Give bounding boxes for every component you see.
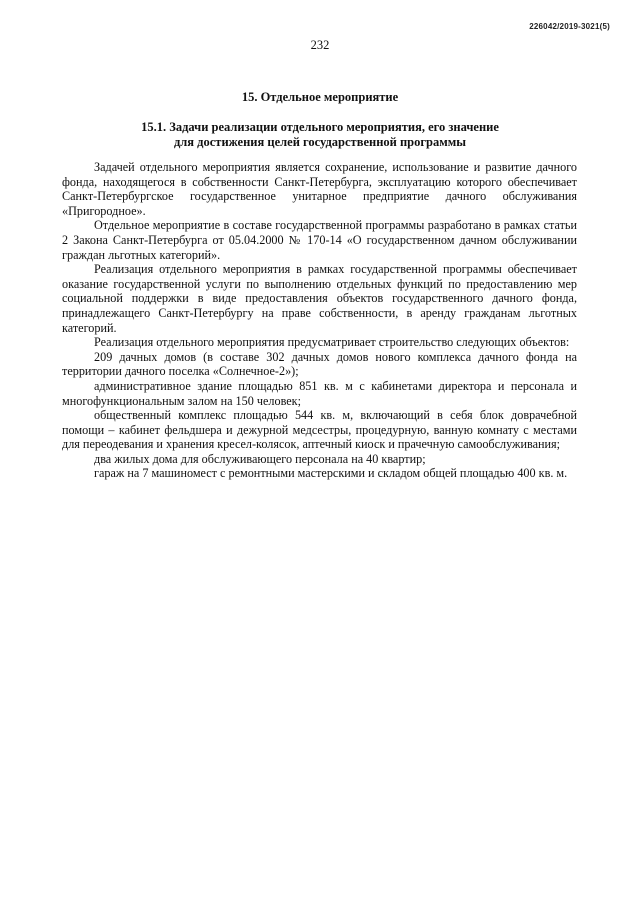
page-number: 232 <box>310 38 330 52</box>
subsection-title-line-1: 15.1. Задачи реализации отдельного мероприятия, его значение <box>141 120 499 134</box>
body-text <box>62 160 577 481</box>
subsection-title <box>110 120 530 149</box>
list-item-staff-housing: два жилых дома для обслуживающего персонала на 40 квартир; <box>94 451 426 466</box>
document-id: 226042/2019-3021(5) <box>529 22 610 31</box>
list-item-public-complex: общественный комплекс площадью 544 кв. м, включающий в себя блок доврачебной помощи – кабинет фельдшера и дежурной медсестры, процедурную, ванную комнату с местами для переодевания и хранения кресел-колясок, аптечный киоск и прачечную самообслуживания; <box>62 408 577 452</box>
paragraph-service: Реализация отдельного мероприятия в рамках государственной программы обеспечивает оказание государственной услуги по выполнению отдельных функций по предоставлению мер социальной поддержки в виде предоставления объектов государственного дачного фонда, принадлежащего Санкт-Петербургу на праве собственности, в аренду гражданам льготных категорий. <box>62 262 577 335</box>
list-item-admin-building: административное здание площадью 851 кв. м с кабинетами директора и персонала и многофункциональным залом на 150 человек; <box>62 378 577 408</box>
list-item-garage: гараж на 7 машиномест с ремонтными мастерскими и складом общей площадью 400 кв. м. <box>94 466 568 481</box>
paragraph-construction-intro: Реализация отдельного мероприятия предусматривает строительство следующих объектов: <box>94 335 570 350</box>
paragraph-task: Задачей отдельного мероприятия является сохранение, использование и развитие дачного фонда, находящегося в собственности Санкт-Петербурга, эксплуатацию которого обеспечивает Санкт-Петербургское государственное унитарное предприятие дачного обслуживания «Пригородное». <box>62 160 577 218</box>
section-title: 15. Отдельное мероприятие <box>241 90 399 104</box>
paragraph-legal-basis: Отдельное мероприятие в составе государственной программы разработано в рамках статьи 2 Закона Санкт-Петербурга от 05.04.2000 № 170-14 «О государственном дачном обслуживании граждан льготных категорий». <box>62 218 577 262</box>
subsection-title-line-2: для достижения целей государственной программы <box>173 134 467 149</box>
list-item-dacha-houses: 209 дачных домов (в составе 302 дачных домов нового комплекса дачного фонда на территории дачного поселка «Солнечное-2»); <box>62 349 577 379</box>
